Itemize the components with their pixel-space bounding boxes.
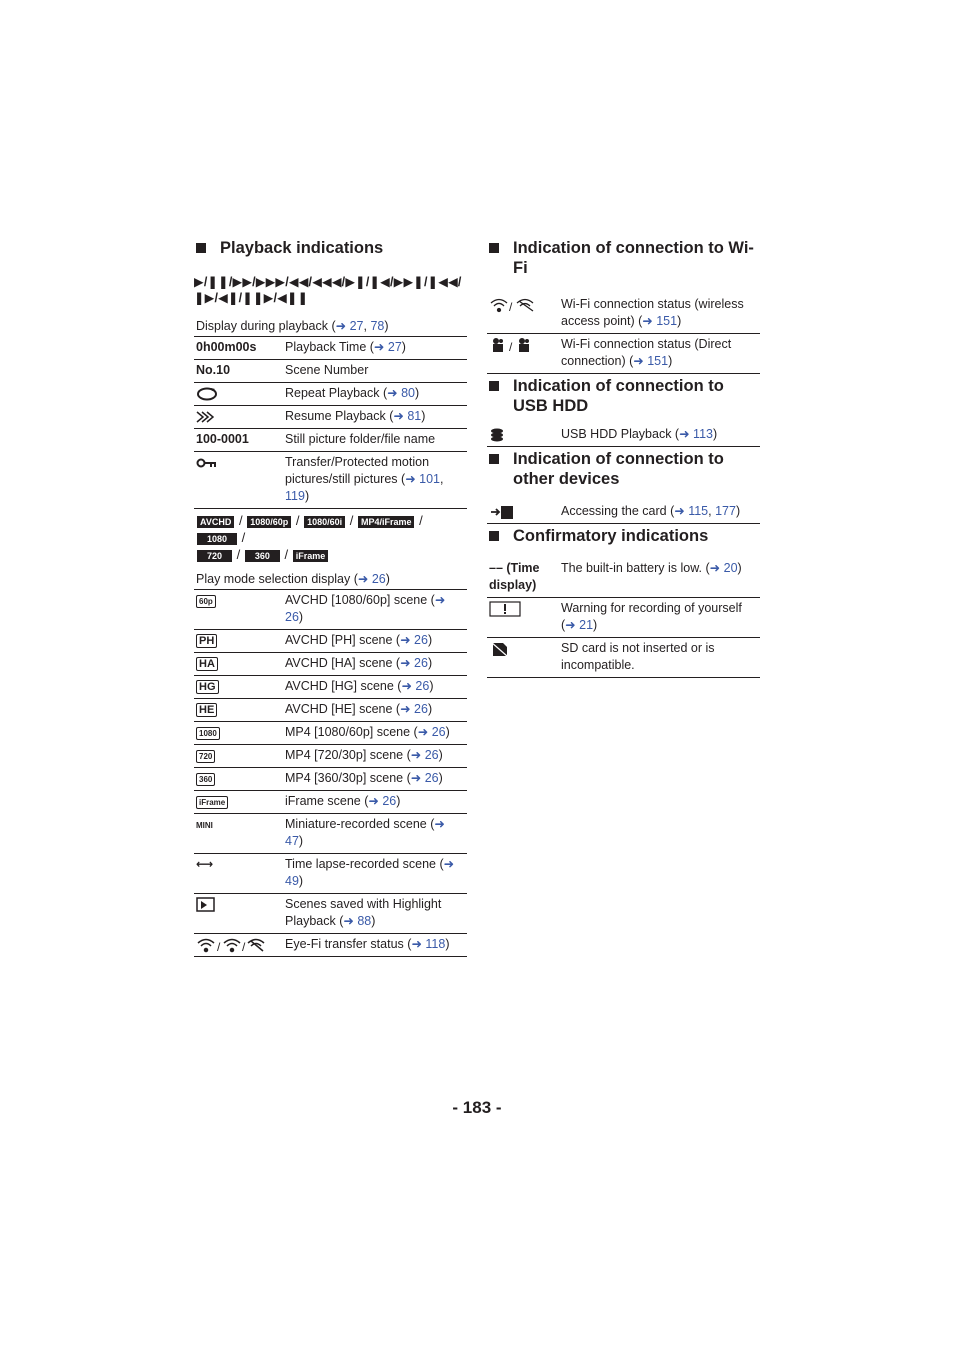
ref-link[interactable]: 26: [431, 725, 446, 739]
table-row: MINI Miniature-recorded scene (➜ 47): [194, 814, 467, 854]
ref-link[interactable]: 81: [407, 409, 422, 423]
table-row: PH AVCHD [PH] scene (➜ 26): [194, 630, 467, 653]
table-row: [194, 383, 467, 406]
1080-icon: 1080: [196, 727, 220, 740]
svg-text:/: /: [509, 340, 513, 354]
table-row: 360 MP4 [360/30p] scene (➜ 26): [194, 768, 467, 791]
he-icon: HE: [196, 703, 217, 717]
ref-link[interactable]: 21: [579, 618, 594, 632]
ha-icon: HA: [196, 657, 218, 671]
other-devices-table: [487, 501, 760, 524]
hg-icon: HG: [196, 680, 219, 694]
desc-cell: Playback Time (➜ 27): [285, 340, 406, 354]
usb-hdd-icon: [489, 427, 505, 443]
ph-icon: PH: [196, 634, 217, 648]
table-row: 720 MP4 [720/30p] scene (➜ 26): [194, 745, 467, 768]
symbol-cell: 0h00m00s: [196, 340, 257, 354]
table-row: [194, 452, 467, 509]
ref-link[interactable]: 80: [401, 386, 415, 400]
protect-key-icon: [194, 452, 283, 509]
card-access-icon: [489, 504, 515, 520]
ref-link[interactable]: 27: [349, 319, 364, 333]
desc-cell: Transfer/Protected motion pictures/still pictures (➜ 101, 119): [285, 455, 444, 503]
bullet-square-icon: [489, 531, 499, 541]
table-row: [194, 360, 467, 383]
no-sd-card-icon: [489, 641, 509, 657]
table-row: iFrame iFrame scene (➜ 26): [194, 791, 467, 814]
ref-link[interactable]: 113: [693, 427, 713, 441]
table-row: Accessing the card (➜ 115, 177): [487, 501, 760, 524]
usb-hdd-heading: Indication of connection to USB HDD: [487, 376, 760, 416]
playback-symbols-line-1: ▶/❚❚/▶▶/▶▶▶/◀◀/◀◀◀/▶❚/❚◀/▶▶❚/❚◀◀/: [194, 275, 462, 289]
usb-hdd-table: [487, 424, 760, 447]
ref-link[interactable]: 27: [387, 340, 402, 354]
ref-link[interactable]: 20: [723, 561, 738, 575]
table-row: ⟷ Time lapse-recorded scene (➜ 49): [194, 854, 467, 894]
ref-link[interactable]: 88: [357, 914, 372, 928]
ref-link[interactable]: 119: [285, 489, 305, 503]
desc-cell: Still picture folder/file name: [285, 432, 436, 446]
mini-icon: MINI: [196, 821, 213, 830]
ref-link[interactable]: 26: [414, 656, 428, 670]
table-row: [194, 429, 467, 452]
720-icon: 720: [196, 750, 215, 763]
table-row: 1080 MP4 [1080/60p] scene (➜ 26): [194, 722, 467, 745]
ref-link[interactable]: 26: [285, 610, 299, 624]
table-row: Scenes saved with Highlight Playback (➜ 88): [194, 894, 467, 934]
wifi-direct-icon: [489, 336, 539, 354]
ref-link[interactable]: 177: [715, 504, 736, 518]
wifi-access-point-icon: [489, 297, 539, 313]
eye-fi-status-icon: [196, 937, 268, 953]
ref-link[interactable]: 115: [688, 504, 709, 518]
warning-icon: [489, 601, 521, 617]
format-badges: AVCHD / 1080/60p / 1080/60i / MP4/iFrame / 1080 / 720 / 360 / iFrame: [194, 509, 467, 563]
ref-link[interactable]: 78: [370, 319, 385, 333]
left-column: [194, 238, 467, 957]
ref-link[interactable]: 26: [424, 748, 439, 762]
ref-link[interactable]: 26: [415, 679, 430, 693]
highlight-playback-icon: [196, 897, 216, 913]
desc-cell: Repeat Playback (➜ 80): [285, 386, 420, 400]
confirmatory-heading: Confirmatory indications: [487, 526, 760, 546]
table-row: HG AVCHD [HG] scene (➜ 26): [194, 676, 467, 699]
table-row: / Wi-Fi connection status (Direct connection) (➜ 151): [487, 334, 760, 374]
other-devices-heading: Indication of connection to other devices: [487, 449, 760, 489]
time-display-cell: –– (Time display): [489, 561, 540, 592]
play-mode-caption: Play mode selection display (➜ 26): [196, 572, 390, 586]
table-row: / Wi-Fi connection status (wireless access point) (➜ 151): [487, 294, 760, 334]
time-lapse-icon: ⟷: [196, 857, 214, 871]
wifi-heading: Indication of connection to Wi-Fi: [487, 238, 760, 278]
bullet-square-icon: [489, 243, 499, 253]
ref-link[interactable]: 118: [425, 937, 446, 951]
bullet-square-icon: [196, 243, 206, 253]
right-column: [487, 238, 760, 678]
svg-text:/: /: [217, 939, 221, 953]
display-during-playback-caption: Display during playback (➜ 27, 78): [196, 319, 389, 333]
table-row: [194, 406, 467, 429]
play-mode-table: [194, 589, 467, 957]
desc-cell: Scene Number: [285, 363, 369, 377]
table-row: USB HDD Playback (➜ 113): [487, 424, 760, 447]
table-row: HA AVCHD [HA] scene (➜ 26): [194, 653, 467, 676]
playback-indications-heading: Playback indications: [194, 238, 467, 258]
confirmatory-table: [487, 558, 760, 678]
page-number: - 183 -: [452, 1098, 502, 1117]
table-row: / / Eye-Fi transfer status (➜ 118): [194, 934, 467, 957]
playback-symbols-line-2: ❚▶/◀❚/❚❚▶/◀❚❚: [194, 291, 309, 305]
repeat-icon: [194, 383, 283, 406]
playback-info-table: [194, 336, 467, 509]
iframe-icon: iFrame: [196, 796, 228, 809]
table-row: SD card is not inserted or is incompatible.: [487, 638, 760, 678]
ref-link[interactable]: 151: [647, 354, 669, 368]
ref-link[interactable]: 26: [382, 794, 397, 808]
desc-cell: Resume Playback (➜ 81): [285, 409, 426, 423]
ref-link[interactable]: 47: [285, 834, 299, 848]
svg-text:/: /: [509, 299, 513, 313]
ref-link[interactable]: 49: [285, 874, 299, 888]
ref-link[interactable]: 26: [424, 771, 439, 785]
table-row: –– (Time display) The built-in battery is low. (➜ 20): [487, 558, 760, 598]
bullet-square-icon: [489, 381, 499, 391]
ref-link[interactable]: 151: [656, 314, 678, 328]
ref-link[interactable]: 101: [419, 472, 440, 486]
svg-text:/: /: [242, 939, 246, 953]
table-row: HE AVCHD [HE] scene (➜ 26): [194, 699, 467, 722]
wifi-table: [487, 294, 760, 374]
ref-link[interactable]: 26: [414, 702, 428, 716]
table-row: [194, 337, 467, 360]
bullet-square-icon: [489, 454, 499, 464]
60p-icon: 60p: [196, 595, 216, 608]
ref-link[interactable]: 26: [414, 633, 428, 647]
symbol-cell: No.10: [196, 363, 231, 377]
symbol-cell: 100-0001: [196, 432, 249, 446]
360-icon: 360: [196, 773, 215, 786]
ref-link[interactable]: 26: [371, 572, 386, 586]
table-row: 60p AVCHD [1080/60p] scene (➜ 26): [194, 590, 467, 630]
resume-icon: [194, 406, 283, 429]
table-row: Warning for recording of yourself (➜ 21): [487, 598, 760, 638]
